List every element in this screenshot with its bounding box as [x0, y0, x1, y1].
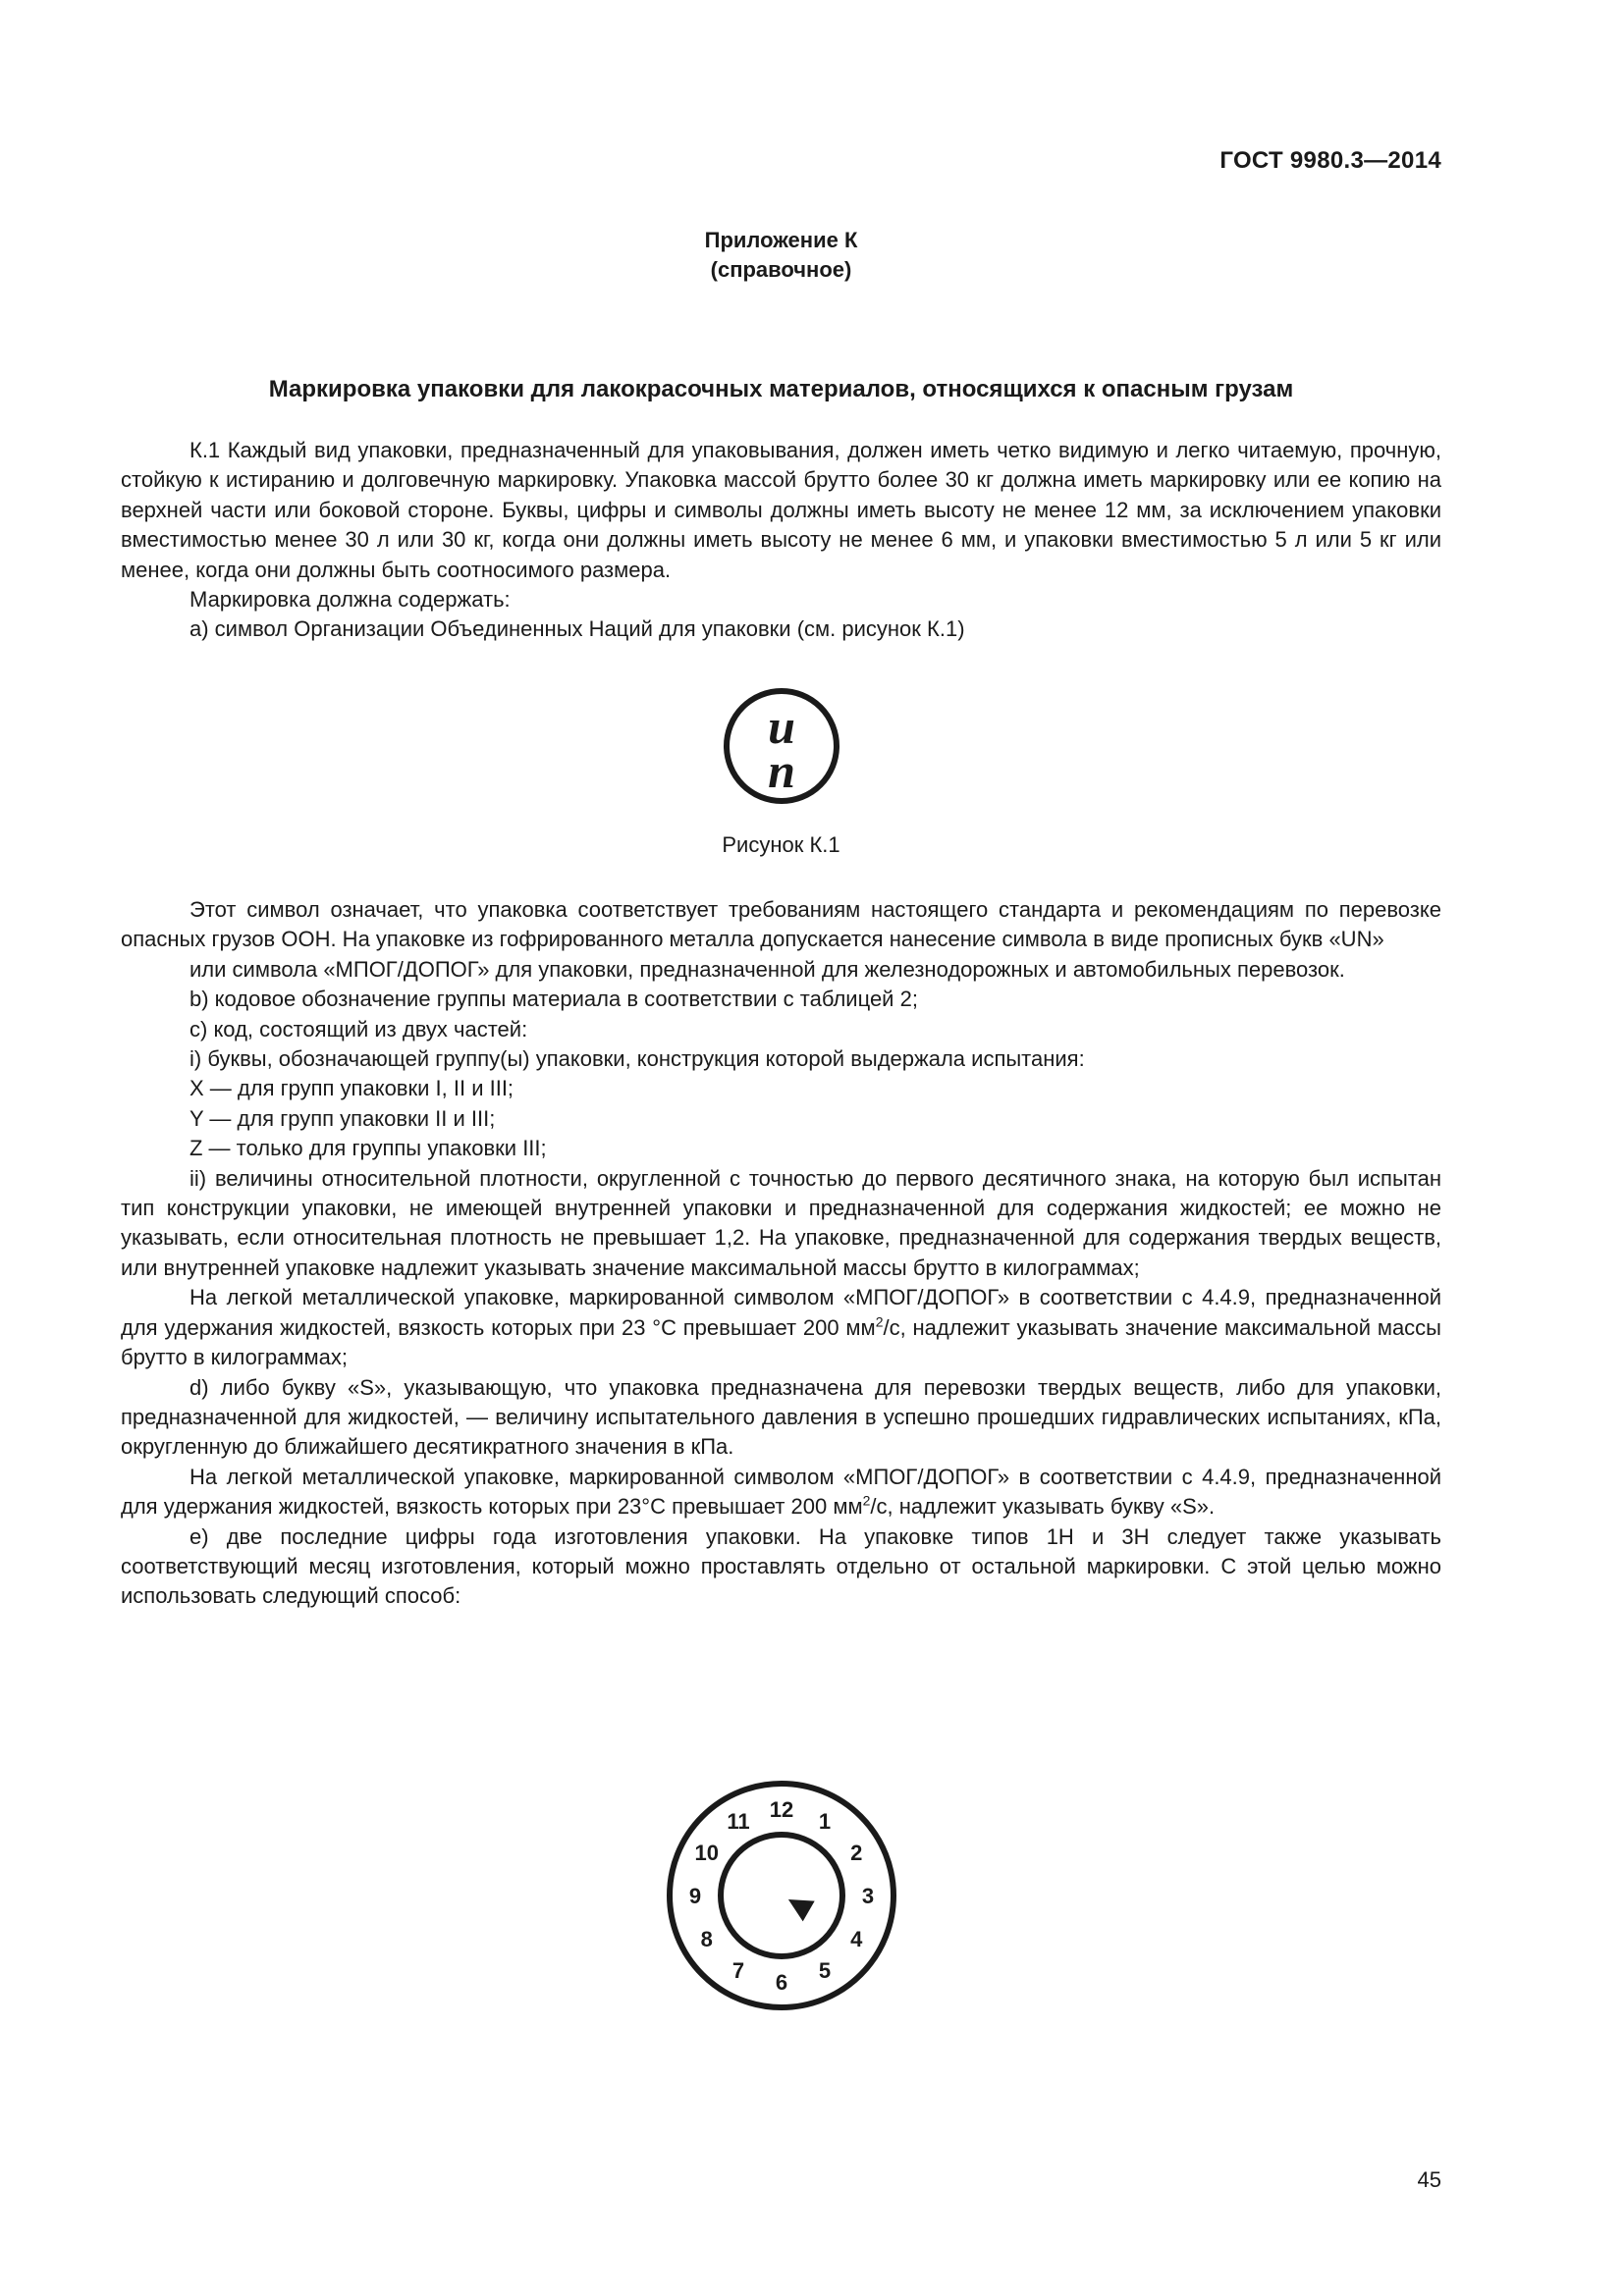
paragraph-item-a: a) символ Организации Объединенных Наций для упаковки (см. рисунок К.1) [189, 616, 965, 642]
paragraph-k1: К.1 Каждый вид упаковки, предназначенный для упаковывания, должен иметь четко видимую и легко читаемую, прочную, стойкую к истиранию и долговечную маркировку. Упаковка массой брутто более 30 кг должна иметь маркировку или ее копию на верхней части или боковой стороне. Буквы, цифры и символы должны иметь высоту не менее 12 мм, за исключением упаковки вместимостью менее 30 л или 30 кг, когда они должны иметь высоту не менее 6 мм, и упаковки вместимостью 5 л или 5 кг или менее, когда они должны быть соотносимого размера. [121, 438, 1441, 582]
dial-number-6: 6 [775, 1970, 788, 1995]
dial-number-12: 12 [769, 1797, 794, 1822]
dial-number-9: 9 [688, 1884, 702, 1908]
document-page [121, 0, 1441, 2296]
paragraph-item-c: c) код, состоящий из двух частей: [189, 1016, 528, 1041]
page-number: 45 [1417, 2167, 1441, 2192]
dial-number-7: 7 [731, 1958, 745, 1984]
dial-number-3: 3 [861, 1884, 875, 1908]
dial-number-1: 1 [818, 1808, 832, 1834]
appendix-subtitle: (справочное) [710, 257, 852, 282]
paragraph-group-x: X — для групп упаковки I, II и III; [189, 1076, 514, 1101]
document-number: ГОСТ 9980.3—2014 [1219, 147, 1441, 174]
paragraph-item-ii: ii) величины относительной плотности, округленной с точностью до первого десятичного знака, на которую был испытан тип конструкции упаковки, не имеющей внутренней упаковки и предназначенной для содержания жидкостей; ее можно не указывать, если относительная плотность не превышает 1,2. На упаковке, предназначенной для содержания твердых веществ, или внутренней упаковке надлежит указывать значение максимальной массы брутто в килограммах; [121, 1165, 1441, 1280]
paragraph-light-metal-1: На легкой металлической упаковке, маркированной символом «МПОГ/ДОПОГ» в соответствии с 4.4.9, предназначенной для удержания жидкостей, вязкость которых при 23 °C превышает 200 $мм^2/с$, надлежит указывать значение максимальной массы брутто в килограммах; [121, 1285, 1441, 1370]
dial-number-8: 8 [700, 1927, 713, 1951]
paragraph-item-d: d) либо букву «S», указывающую, что упаковка предназначена для перевозки твердых веществ, либо для упаковки, предназначенной для жидкостей, — величину испытательного давления в успешно прошедших гидравлических испытаниях, кПа, округленную до ближайшего десятикратного значения в кПа. [121, 1374, 1441, 1460]
paragraph-symbol-meaning: Этот символ означает, что упаковка соответствует требованиям настоящего стандарта и рекомендациям по перевозке опасных грузов ООН. На упаковке из гофрированного металла допускается нанесение символа в виде прописных букв «UN» [121, 897, 1441, 952]
paragraph-item-i: i) буквы, обозначающей группу(ы) упаковки, конструкция которой выдержала испытания: [189, 1046, 1085, 1072]
un-symbol-letter-u: u [768, 699, 795, 754]
paragraph-item-e: e) две последние цифры года изготовления упаковки. На упаковке типов 1Н и 3Н следует также указывать соответствующий месяц изготовления, который можно проставлять отдельно от остальной маркировки. С этой целью можно использовать следующий способ: [121, 1523, 1441, 1609]
dial-number-5: 5 [818, 1958, 832, 1984]
paragraph-mpog-symbol: или символа «МПОГ/ДОПОГ» для упаковки, предназначенной для железнодорожных и автомобильных перевозок. [189, 956, 1345, 982]
un-packaging-symbol [722, 686, 841, 806]
dial-pointer-triangle [788, 1899, 815, 1921]
paragraph-item-b: b) кодовое обозначение группы материала в соответствии с таблицей 2; [189, 987, 918, 1012]
dial-number-2: 2 [850, 1841, 863, 1865]
dial-number-4: 4 [850, 1927, 863, 1951]
month-marking-dial [663, 1777, 900, 2014]
text-block-1 [121, 436, 1441, 645]
text-block-2 [121, 895, 1441, 1612]
un-symbol-letter-n: n [768, 743, 795, 798]
dial-number-11: 11 [727, 1808, 750, 1834]
paragraph-light-metal-2: На легкой металлической упаковке, маркированной символом «МПОГ/ДОПОГ» в соответствии с 4.4.9, предназначенной для удержания жидкостей, вязкость которых при 23°С превышает 200 $мм^2/с$, надлежит указывать букву «S». [121, 1464, 1441, 1520]
paragraph-group-z: Z — только для группы упаковки III; [189, 1136, 547, 1161]
appendix-title: Приложение К [704, 228, 858, 252]
appendix-heading [121, 226, 1441, 285]
dial-inner-ring [721, 1835, 842, 1956]
figure-caption: Рисунок К.1 [722, 832, 840, 857]
paragraph-marking-contains: Маркировка должна содержать: [189, 587, 511, 613]
dial-number-10: 10 [694, 1841, 720, 1865]
section-title: Маркировка упаковки для лакокрасочных материалов, относящихся к опасным грузам [268, 376, 1294, 402]
paragraph-group-y: Y — для групп упаковки II и III; [189, 1105, 496, 1131]
